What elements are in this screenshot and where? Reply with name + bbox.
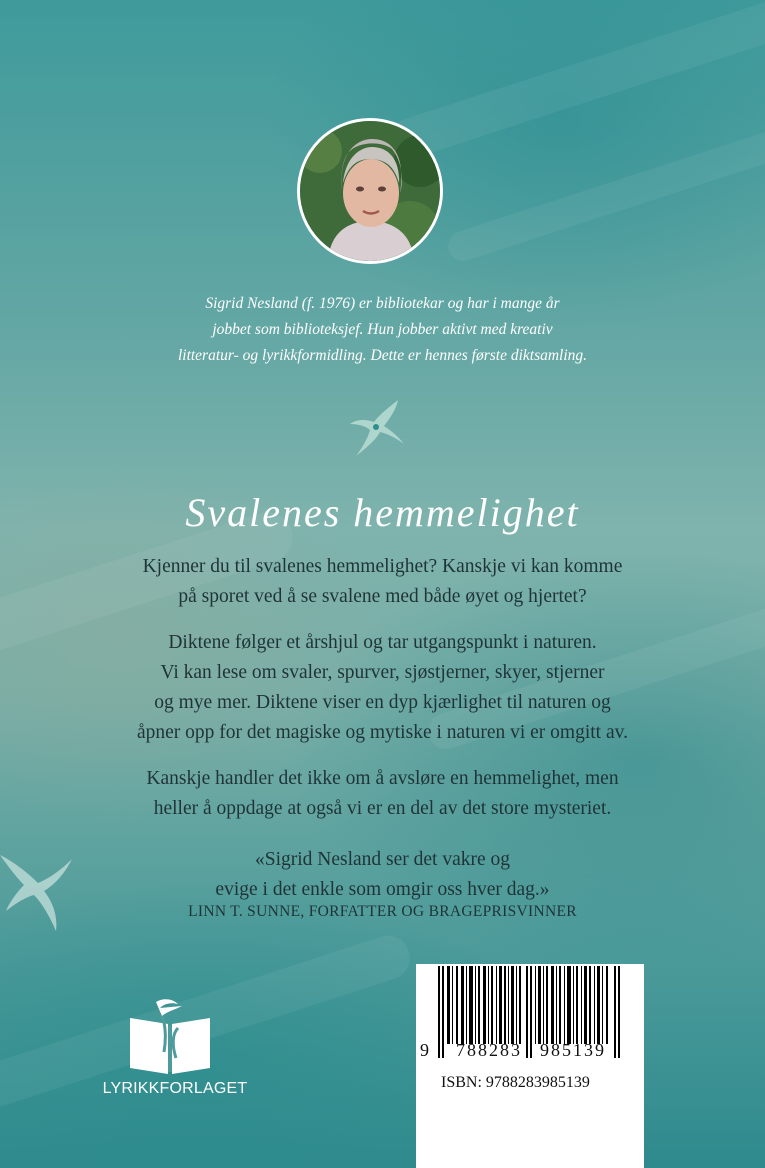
brush-streak: [384, 0, 765, 164]
description-paragraph-2: Diktene følger et årshjul og tar utgangspunkt i naturen. Vi kan lese om svaler, spurver, sjøstjerner, skyer, stjerner og mye mer. Diktene viser en dyp kjærlighet til naturen og åpner opp for det magiske og mytiske i naturen vi er omgitt av.: [137, 632, 628, 743]
publisher-name: LYRIKKFORLAGET: [102, 1080, 248, 1097]
barcode-digits-group2: 985139: [540, 1040, 606, 1060]
author-photo-icon: [300, 121, 440, 261]
description-paragraph-1: Kjenner du til svalenes hemmelighet? Kanskje vi kan komme på sporet ved å se svalene med både øyet og hjertet?: [142, 556, 623, 607]
author-bio: Sigrid Nesland (f. 1976) er bibliotekar og har i mange år jobbet som biblioteksjef. Hun jobber aktivt med kreativ litteratur- og lyrikkformidling. Dette er hennes første diktsamling.: [177, 295, 588, 364]
barcode-icon: [416, 964, 644, 1060]
barcode-area: [416, 964, 644, 1168]
swallow-icon: [348, 398, 406, 458]
isbn-label: ISBN: 9788283985139: [441, 1074, 590, 1091]
barcode-digit-first: 9: [420, 1040, 429, 1060]
book-title: Svalenes hemmelighet: [185, 490, 580, 535]
review-quote: «Sigrid Nesland ser det vakre og evige i det enkle som omgir oss hver dag.»: [215, 849, 550, 900]
author-portrait: [297, 118, 443, 264]
brush-streak: [444, 125, 765, 265]
quote-attribution: LINN T. SUNNE, FORFATTER OG BRAGEPRISVINNER: [188, 903, 577, 920]
book-logo-icon: [122, 996, 218, 1076]
description-paragraph-3: Kanskje handler det ikke om å avsløre en hemmelighet, men heller å oppdage at også vi er en del av det store mysteriet.: [146, 768, 619, 819]
swallow-left-icon: [0, 845, 80, 935]
barcode-digits-group1: 788283: [456, 1040, 522, 1060]
